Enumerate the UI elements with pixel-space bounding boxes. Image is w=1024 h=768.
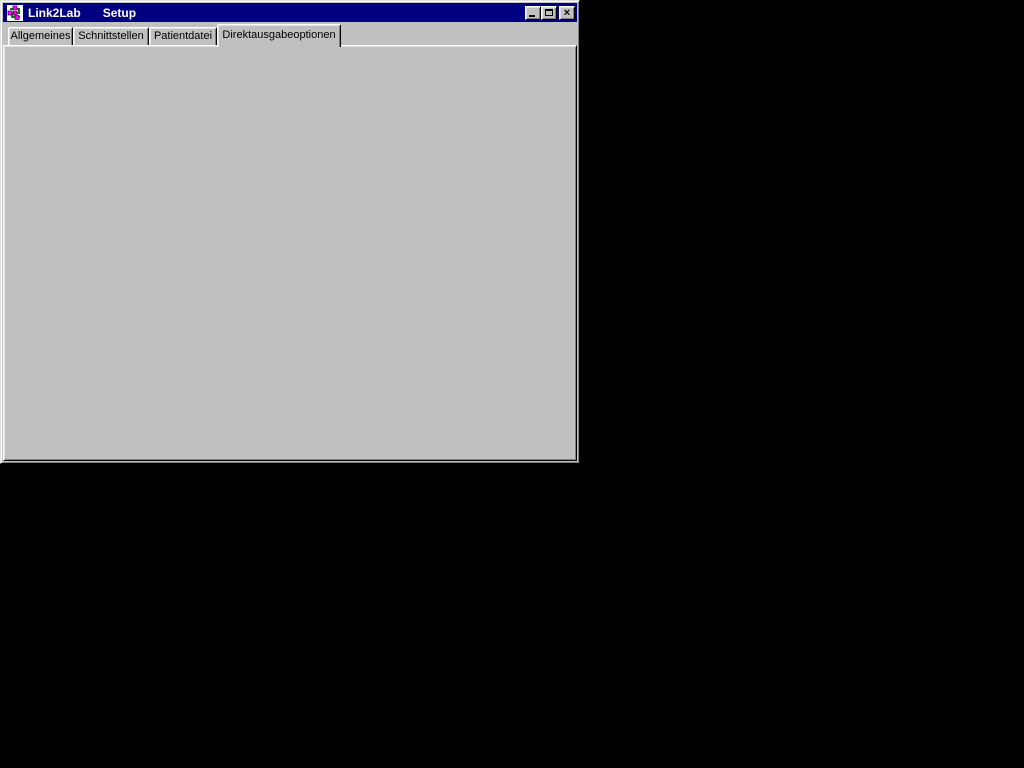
maximize-icon [545,9,553,16]
tab-patientdatei[interactable]: Patientdatei [149,27,217,45]
close-icon: × [563,6,571,19]
tab-allgemeines[interactable]: Allgemeines [8,27,73,45]
window-title: Link2Lab [28,5,81,20]
close-button[interactable] [559,6,575,20]
tabpage-direktausgabeoptionen [3,45,577,461]
minimize-icon [529,15,535,17]
titlebar[interactable] [3,3,577,22]
link2lab-app-icon[interactable] [7,5,23,21]
tab-schnittstellen[interactable]: Schnittstellen [73,27,149,45]
menu-item-setup[interactable]: Setup [102,5,137,20]
link2lab-setup-window [0,0,580,464]
tab-direktausgabeoptionen[interactable]: Direktausgabeoptionen [217,24,341,47]
minimize-button[interactable] [525,6,541,20]
window-controls [525,6,575,20]
maximize-button[interactable] [541,6,557,20]
